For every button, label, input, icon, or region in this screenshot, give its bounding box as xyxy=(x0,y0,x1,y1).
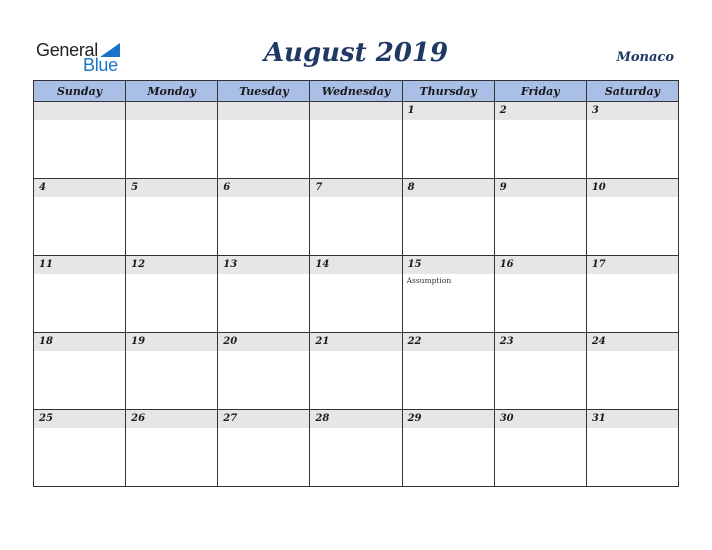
day-cell xyxy=(218,179,310,256)
logo-word-blue: Blue xyxy=(83,55,118,75)
day-cell xyxy=(586,410,678,487)
day-cell xyxy=(586,102,678,179)
day-number: 4 xyxy=(34,179,125,197)
day-number: 27 xyxy=(218,410,309,428)
day-number: 28 xyxy=(310,410,401,428)
day-cell xyxy=(310,102,402,179)
week-row xyxy=(34,410,679,487)
day-number: 10 xyxy=(587,179,678,197)
day-cell xyxy=(218,333,310,410)
day-cell xyxy=(494,410,586,487)
day-number: 29 xyxy=(403,410,494,428)
day-number xyxy=(34,102,125,120)
day-cell xyxy=(402,179,494,256)
day-number: 9 xyxy=(495,179,586,197)
day-cell xyxy=(126,256,218,333)
day-cell xyxy=(494,179,586,256)
weekday-wednesday: Wednesday xyxy=(310,81,402,102)
day-cell xyxy=(310,256,402,333)
day-cell xyxy=(218,410,310,487)
weekday-header-row xyxy=(34,81,679,102)
day-number: 20 xyxy=(218,333,309,351)
day-number: 23 xyxy=(495,333,586,351)
day-cell xyxy=(586,256,678,333)
day-cell xyxy=(34,256,126,333)
weekday-tuesday: Tuesday xyxy=(218,81,310,102)
weekday-thursday: Thursday xyxy=(402,81,494,102)
day-cell xyxy=(494,102,586,179)
week-row xyxy=(34,333,679,410)
day-cell xyxy=(402,102,494,179)
day-cell xyxy=(402,256,494,333)
day-number: 15 xyxy=(403,256,494,274)
day-cell xyxy=(34,179,126,256)
holiday-label: Assumption xyxy=(406,276,452,285)
day-number: 7 xyxy=(310,179,401,197)
day-cell xyxy=(402,410,494,487)
day-cell xyxy=(126,410,218,487)
day-cell xyxy=(310,179,402,256)
calendar-grid xyxy=(33,80,679,487)
day-number: 31 xyxy=(587,410,678,428)
country-label: Monaco xyxy=(616,50,674,65)
day-number: 30 xyxy=(495,410,586,428)
day-cell xyxy=(310,410,402,487)
day-number: 5 xyxy=(126,179,217,197)
day-number: 24 xyxy=(587,333,678,351)
day-cell xyxy=(126,333,218,410)
day-cell xyxy=(218,256,310,333)
day-number: 21 xyxy=(310,333,401,351)
day-number: 26 xyxy=(126,410,217,428)
day-number xyxy=(218,102,309,120)
day-cell xyxy=(402,333,494,410)
day-cell xyxy=(218,102,310,179)
day-number: 11 xyxy=(34,256,125,274)
day-cell xyxy=(34,410,126,487)
weekday-monday: Monday xyxy=(126,81,218,102)
day-number xyxy=(310,102,401,120)
day-number: 22 xyxy=(403,333,494,351)
logo-word-general: General xyxy=(36,40,98,60)
day-number: 8 xyxy=(403,179,494,197)
day-number xyxy=(126,102,217,120)
day-number: 16 xyxy=(495,256,586,274)
week-row xyxy=(34,256,679,333)
day-cell xyxy=(34,102,126,179)
day-number: 14 xyxy=(310,256,401,274)
day-cell xyxy=(586,179,678,256)
day-number: 6 xyxy=(218,179,309,197)
day-cell xyxy=(34,333,126,410)
day-cell xyxy=(310,333,402,410)
day-number: 25 xyxy=(34,410,125,428)
day-number: 3 xyxy=(587,102,678,120)
day-number: 19 xyxy=(126,333,217,351)
weekday-friday: Friday xyxy=(494,81,586,102)
day-number: 12 xyxy=(126,256,217,274)
week-row xyxy=(34,102,679,179)
day-number: 2 xyxy=(495,102,586,120)
day-number: 1 xyxy=(403,102,494,120)
day-cell xyxy=(126,179,218,256)
day-cell xyxy=(126,102,218,179)
day-cell xyxy=(494,256,586,333)
weekday-sunday: Sunday xyxy=(34,81,126,102)
weekday-saturday: Saturday xyxy=(586,81,678,102)
day-number: 17 xyxy=(587,256,678,274)
week-row xyxy=(34,179,679,256)
day-number: 13 xyxy=(218,256,309,274)
day-number: 18 xyxy=(34,333,125,351)
calendar-title: August 2019 xyxy=(263,38,449,68)
day-cell xyxy=(494,333,586,410)
day-cell xyxy=(586,333,678,410)
